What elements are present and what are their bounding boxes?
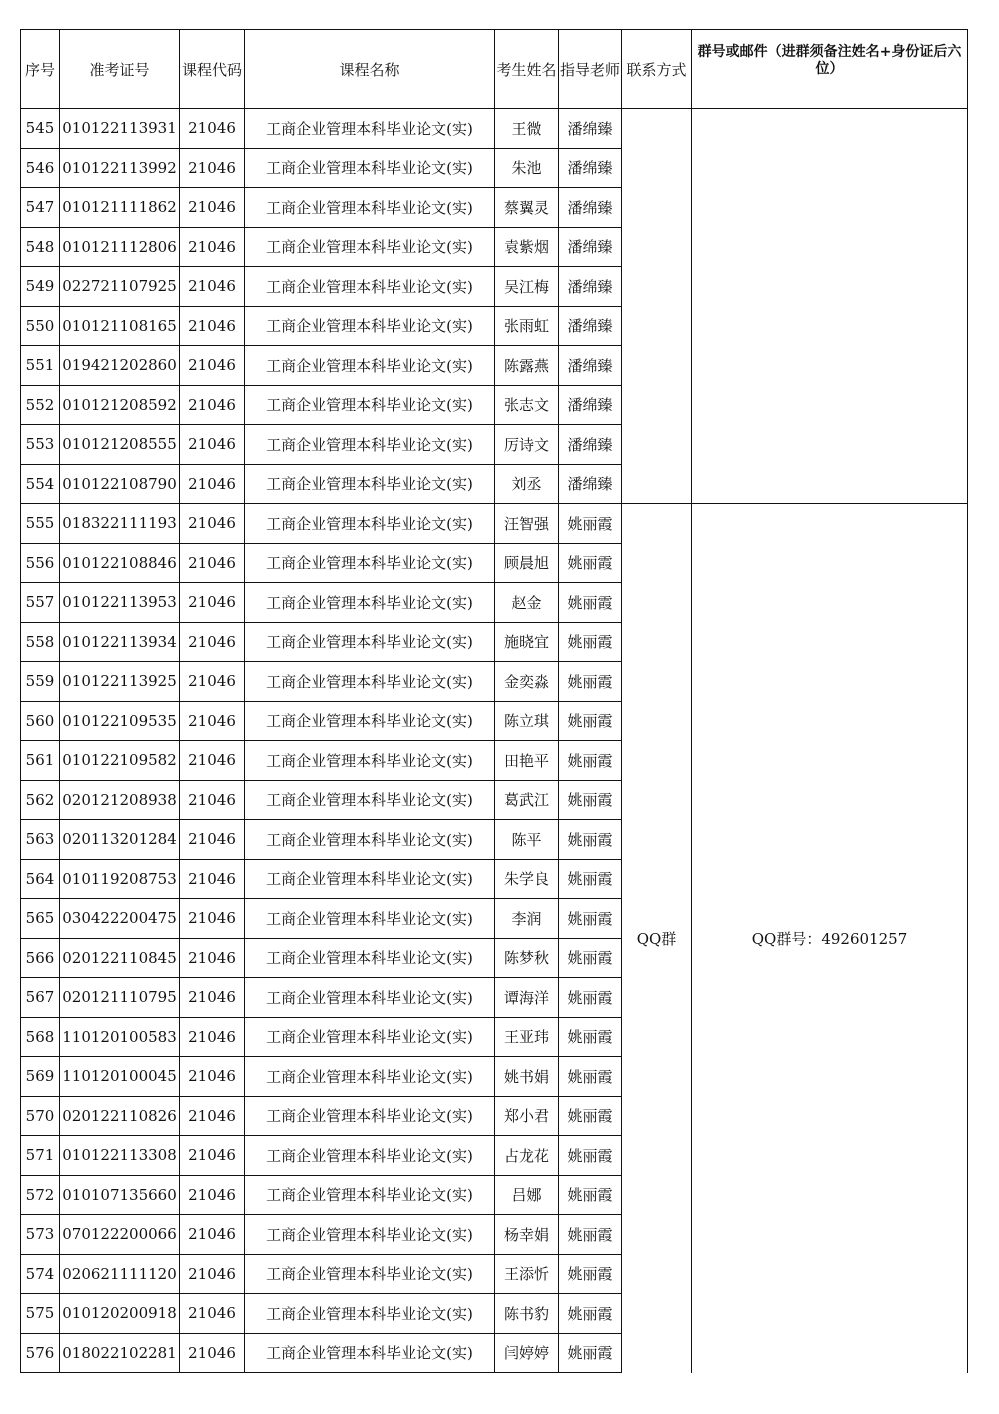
cell-course-code: 21046 [180,978,245,1018]
cell-seq: 568 [21,1017,60,1057]
cell-course-code: 21046 [180,1136,245,1176]
cell-advisor: 潘绵臻 [559,306,622,346]
cell-course-name: 工商企业管理本科毕业论文(实) [245,188,495,228]
cell-course-name: 工商企业管理本科毕业论文(实) [245,780,495,820]
cell-seq: 550 [21,306,60,346]
cell-course-name: 工商企业管理本科毕业论文(实) [245,227,495,267]
cell-advisor: 姚丽霞 [559,1136,622,1176]
cell-course-code: 21046 [180,780,245,820]
cell-course-code: 21046 [180,583,245,623]
cell-seq: 573 [21,1215,60,1255]
cell-seq: 565 [21,899,60,939]
cell-seq: 559 [21,662,60,702]
cell-course-name: 工商企业管理本科毕业论文(实) [245,1254,495,1294]
cell-student: 陈露燕 [495,346,559,386]
cell-seq: 569 [21,1057,60,1097]
cell-course-code: 21046 [180,504,245,544]
cell-advisor: 姚丽霞 [559,1254,622,1294]
cell-course-code: 21046 [180,1096,245,1136]
cell-student: 杨幸娟 [495,1215,559,1255]
cell-ticket: 010122113925 [60,662,180,702]
cell-contact [622,109,692,504]
cell-ticket: 010122113934 [60,622,180,662]
cell-student: 金奕淼 [495,662,559,702]
header-course-code: 课程代码 [180,30,245,109]
cell-advisor: 潘绵臻 [559,109,622,149]
cell-course-code: 21046 [180,1294,245,1334]
cell-seq: 560 [21,701,60,741]
cell-advisor: 姚丽霞 [559,583,622,623]
cell-ticket: 020122110826 [60,1096,180,1136]
cell-ticket: 010122109582 [60,741,180,781]
cell-ticket: 110120100045 [60,1057,180,1097]
cell-advisor: 姚丽霞 [559,1215,622,1255]
cell-course-name: 工商企业管理本科毕业论文(实) [245,543,495,583]
cell-seq: 576 [21,1333,60,1373]
cell-student: 张雨虹 [495,306,559,346]
cell-ticket: 020113201284 [60,820,180,860]
cell-student: 田艳平 [495,741,559,781]
cell-ticket: 010119208753 [60,859,180,899]
cell-course-code: 21046 [180,1017,245,1057]
cell-course-code: 21046 [180,859,245,899]
cell-seq: 553 [21,425,60,465]
cell-course-code: 21046 [180,622,245,662]
cell-course-code: 21046 [180,267,245,307]
cell-course-code: 21046 [180,425,245,465]
cell-seq: 566 [21,938,60,978]
cell-course-name: 工商企业管理本科毕业论文(实) [245,1215,495,1255]
header-group-info: 群号或邮件（进群须备注姓名+身份证后六位） [692,30,968,109]
cell-advisor: 姚丽霞 [559,1175,622,1215]
cell-ticket: 022721107925 [60,267,180,307]
cell-advisor: 姚丽霞 [559,622,622,662]
cell-student: 吴江梅 [495,267,559,307]
cell-seq: 572 [21,1175,60,1215]
cell-student: 郑小君 [495,1096,559,1136]
cell-student: 刘丞 [495,464,559,504]
cell-student: 张志文 [495,385,559,425]
cell-student: 王微 [495,109,559,149]
cell-course-code: 21046 [180,543,245,583]
cell-course-name: 工商企业管理本科毕业论文(实) [245,701,495,741]
cell-course-name: 工商企业管理本科毕业论文(实) [245,583,495,623]
cell-advisor: 潘绵臻 [559,464,622,504]
cell-ticket: 110120100583 [60,1017,180,1057]
cell-ticket: 010121111862 [60,188,180,228]
header-student: 考生姓名 [495,30,559,109]
cell-course-code: 21046 [180,1215,245,1255]
cell-seq: 571 [21,1136,60,1176]
cell-seq: 562 [21,780,60,820]
cell-advisor: 姚丽霞 [559,938,622,978]
cell-course-code: 21046 [180,346,245,386]
cell-advisor: 姚丽霞 [559,780,622,820]
cell-student: 谭海洋 [495,978,559,1018]
cell-student: 汪智强 [495,504,559,544]
cell-course-code: 21046 [180,148,245,188]
cell-course-name: 工商企业管理本科毕业论文(实) [245,306,495,346]
cell-seq: 564 [21,859,60,899]
cell-ticket: 010122108790 [60,464,180,504]
cell-student: 葛武江 [495,780,559,820]
cell-student: 厉诗文 [495,425,559,465]
cell-ticket: 018322111193 [60,504,180,544]
cell-advisor: 姚丽霞 [559,1057,622,1097]
header-course-name: 课程名称 [245,30,495,109]
cell-course-code: 21046 [180,701,245,741]
cell-course-code: 21046 [180,227,245,267]
cell-course-name: 工商企业管理本科毕业论文(实) [245,899,495,939]
cell-advisor: 姚丽霞 [559,820,622,860]
cell-course-name: 工商企业管理本科毕业论文(实) [245,741,495,781]
cell-course-name: 工商企业管理本科毕业论文(实) [245,425,495,465]
cell-course-name: 工商企业管理本科毕业论文(实) [245,109,495,149]
cell-ticket: 020121208938 [60,780,180,820]
cell-course-code: 21046 [180,820,245,860]
cell-seq: 552 [21,385,60,425]
cell-advisor: 姚丽霞 [559,662,622,702]
cell-student: 赵金 [495,583,559,623]
cell-student: 吕娜 [495,1175,559,1215]
cell-student: 闫婷婷 [495,1333,559,1373]
cell-course-code: 21046 [180,662,245,702]
header-seq: 序号 [21,30,60,109]
table-row [21,504,968,544]
cell-seq: 554 [21,464,60,504]
cell-seq: 548 [21,227,60,267]
cell-course-code: 21046 [180,899,245,939]
cell-seq: 547 [21,188,60,228]
cell-course-name: 工商企业管理本科毕业论文(实) [245,504,495,544]
cell-course-name: 工商企业管理本科毕业论文(实) [245,1333,495,1373]
cell-ticket: 010107135660 [60,1175,180,1215]
cell-seq: 549 [21,267,60,307]
cell-group-info [692,109,968,504]
cell-ticket: 030422200475 [60,899,180,939]
cell-advisor: 姚丽霞 [559,978,622,1018]
cell-course-name: 工商企业管理本科毕业论文(实) [245,1136,495,1176]
cell-seq: 558 [21,622,60,662]
cell-seq: 570 [21,1096,60,1136]
cell-seq: 545 [21,109,60,149]
cell-seq: 575 [21,1294,60,1334]
cell-student: 朱学良 [495,859,559,899]
cell-seq: 563 [21,820,60,860]
cell-advisor: 姚丽霞 [559,1294,622,1334]
cell-student: 陈立琪 [495,701,559,741]
cell-course-code: 21046 [180,1254,245,1294]
cell-student: 陈书豹 [495,1294,559,1334]
cell-advisor: 姚丽霞 [559,701,622,741]
cell-ticket: 020621111120 [60,1254,180,1294]
cell-course-name: 工商企业管理本科毕业论文(实) [245,464,495,504]
cell-advisor: 姚丽霞 [559,543,622,583]
cell-ticket: 010122113992 [60,148,180,188]
cell-ticket: 018022102281 [60,1333,180,1373]
cell-course-name: 工商企业管理本科毕业论文(实) [245,385,495,425]
cell-seq: 574 [21,1254,60,1294]
table-row [21,109,968,149]
header-ticket: 准考证号 [60,30,180,109]
cell-course-code: 21046 [180,385,245,425]
cell-student: 蔡翼灵 [495,188,559,228]
cell-ticket: 020121110795 [60,978,180,1018]
cell-advisor: 潘绵臻 [559,148,622,188]
cell-course-name: 工商企业管理本科毕业论文(实) [245,1057,495,1097]
table-body [21,109,968,1373]
cell-ticket: 020122110845 [60,938,180,978]
cell-course-code: 21046 [180,464,245,504]
cell-ticket: 019421202860 [60,346,180,386]
cell-course-code: 21046 [180,188,245,228]
cell-student: 陈平 [495,820,559,860]
cell-advisor: 潘绵臻 [559,385,622,425]
cell-advisor: 潘绵臻 [559,267,622,307]
cell-course-code: 21046 [180,1333,245,1373]
cell-student: 朱池 [495,148,559,188]
cell-student: 王添忻 [495,1254,559,1294]
cell-student: 王亚玮 [495,1017,559,1057]
cell-contact: QQ群 [622,504,692,1373]
cell-student: 姚书娟 [495,1057,559,1097]
cell-advisor: 姚丽霞 [559,1017,622,1057]
cell-advisor: 姚丽霞 [559,859,622,899]
cell-course-name: 工商企业管理本科毕业论文(实) [245,820,495,860]
cell-student: 占龙花 [495,1136,559,1176]
cell-advisor: 姚丽霞 [559,1096,622,1136]
cell-course-name: 工商企业管理本科毕业论文(实) [245,1294,495,1334]
cell-course-code: 21046 [180,1057,245,1097]
cell-advisor: 潘绵臻 [559,425,622,465]
cell-course-name: 工商企业管理本科毕业论文(实) [245,859,495,899]
cell-seq: 561 [21,741,60,781]
cell-seq: 556 [21,543,60,583]
cell-course-name: 工商企业管理本科毕业论文(实) [245,1017,495,1057]
cell-advisor: 潘绵臻 [559,188,622,228]
student-advisor-table [20,29,968,1373]
cell-course-code: 21046 [180,938,245,978]
cell-ticket: 010121208592 [60,385,180,425]
cell-course-name: 工商企业管理本科毕业论文(实) [245,622,495,662]
cell-course-name: 工商企业管理本科毕业论文(实) [245,267,495,307]
cell-advisor: 潘绵臻 [559,346,622,386]
cell-student: 陈梦秋 [495,938,559,978]
cell-advisor: 姚丽霞 [559,741,622,781]
cell-student: 李润 [495,899,559,939]
cell-course-code: 21046 [180,306,245,346]
cell-advisor: 潘绵臻 [559,227,622,267]
cell-seq: 555 [21,504,60,544]
cell-seq: 557 [21,583,60,623]
cell-ticket: 010120200918 [60,1294,180,1334]
cell-student: 施晓宜 [495,622,559,662]
cell-course-name: 工商企业管理本科毕业论文(实) [245,346,495,386]
cell-ticket: 010122108846 [60,543,180,583]
cell-ticket: 010122113308 [60,1136,180,1176]
cell-ticket: 010121108165 [60,306,180,346]
cell-course-name: 工商企业管理本科毕业论文(实) [245,1175,495,1215]
cell-course-name: 工商企业管理本科毕业论文(实) [245,148,495,188]
cell-ticket: 010122113953 [60,583,180,623]
cell-group-info: QQ群号：492601257 [692,504,968,1373]
cell-ticket: 010121208555 [60,425,180,465]
header-advisor: 指导老师 [559,30,622,109]
cell-ticket: 070122200066 [60,1215,180,1255]
cell-course-code: 21046 [180,741,245,781]
cell-course-name: 工商企业管理本科毕业论文(实) [245,938,495,978]
cell-course-code: 21046 [180,1175,245,1215]
cell-advisor: 姚丽霞 [559,504,622,544]
cell-advisor: 姚丽霞 [559,899,622,939]
cell-advisor: 姚丽霞 [559,1333,622,1373]
cell-ticket: 010122109535 [60,701,180,741]
cell-seq: 567 [21,978,60,1018]
cell-course-code: 21046 [180,109,245,149]
cell-seq: 551 [21,346,60,386]
cell-course-name: 工商企业管理本科毕业论文(实) [245,662,495,702]
cell-course-name: 工商企业管理本科毕业论文(实) [245,1096,495,1136]
cell-course-name: 工商企业管理本科毕业论文(实) [245,978,495,1018]
cell-ticket: 010122113931 [60,109,180,149]
cell-student: 袁紫烟 [495,227,559,267]
header-contact: 联系方式 [622,30,692,109]
header-row [21,30,968,109]
cell-ticket: 010121112806 [60,227,180,267]
cell-seq: 546 [21,148,60,188]
cell-student: 顾晨旭 [495,543,559,583]
